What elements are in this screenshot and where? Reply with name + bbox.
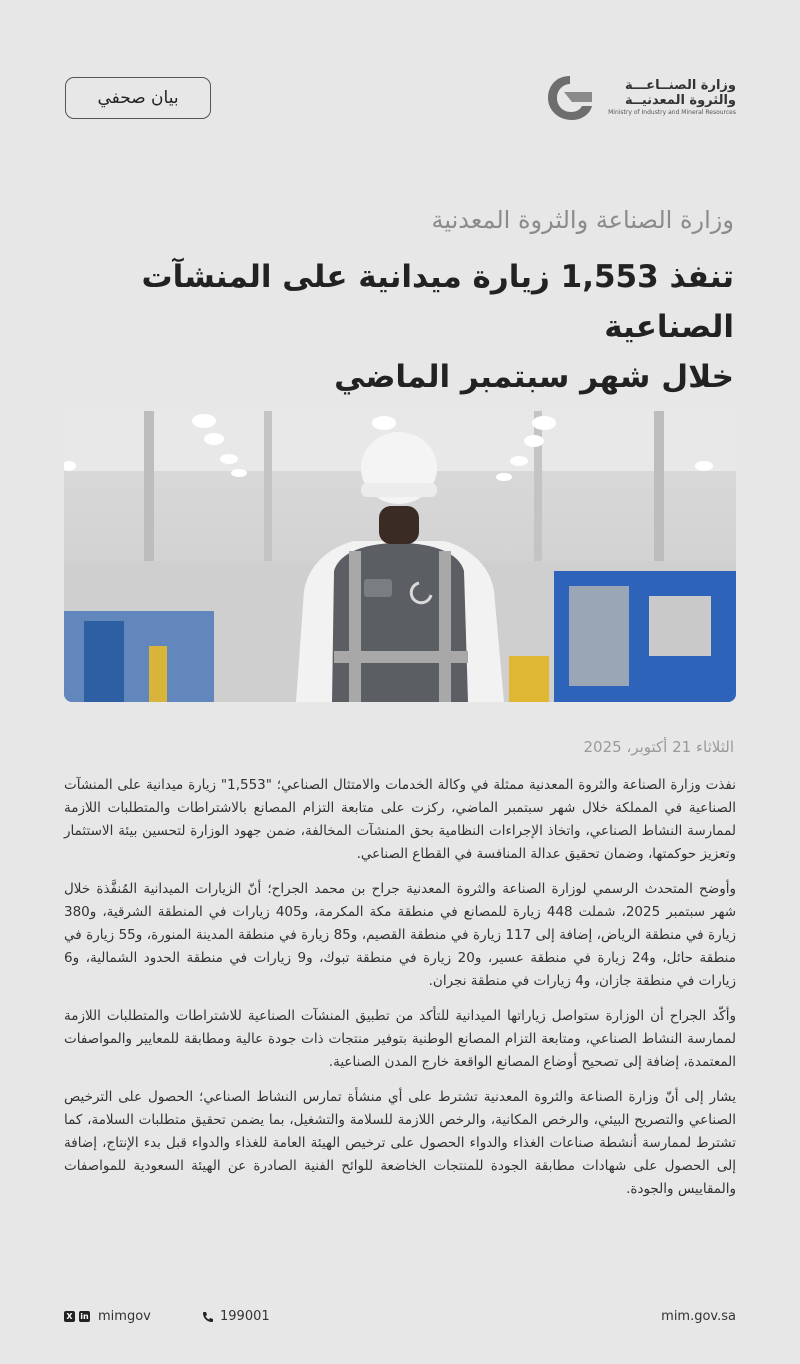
- press-release-badge: بيان صحفي: [65, 77, 211, 119]
- phone-contact[interactable]: [202, 1309, 270, 1324]
- factory-worker-image: [64, 411, 736, 702]
- ministry-logo: [542, 70, 736, 126]
- logo-line-3: Ministry of Industry and Mineral Resources: [608, 109, 736, 117]
- paragraph: يشار إلى أنّ وزارة الصناعة والثروة المعدنية تشترط على أي منشأة تمارس النشاط الصناعي؛ الحصول على الترخيص الصناعي والتصريح البيئي، والرخص المكانية، والرخص اللازمة للسلامة والتشغيل، بما يضمن تحقيق متطلبات السلامة، كما تشترط لممارسة أنشطة صناعات الغذاء والدواء الحصول على ترخيص الهيئة العامة للغذاء والدواء قبل بدء الإنتاج، إضافة إلى الحصول على شهادات مطابقة الجودة للمنتجات الخاضعة للوائح الفنية الصادرة عن الهيئة السعودية للمواصفات والمقاييس والجودة.: [64, 1089, 736, 1197]
- hero-image: [64, 411, 736, 702]
- headline: [54, 252, 734, 402]
- paragraph: نفذت وزارة الصناعة والثروة المعدنية ممثلة في وكالة الخدمات والامتثال الصناعي؛ "1,553" زيارة ميدانية على المنشآت الصناعية في المملكة خلال شهر سبتمبر الماضي، ركزت على متابعة التزام المصانع بالاشتراطات والمتطلبات اللازمة لممارسة النشاط الصناعي، واتخاذ الإجراءات النظامية بحق المنشآت المخالفة، ضمن جهود الوزارة لتحسين بيئة الاستثمار وتعزيز حوكمتها، وضمان تحقيق عدالة المنافسة في القطاع الصناعي.: [64, 777, 737, 862]
- logo-line-1: وزارة الصنــاعـــة: [624, 77, 736, 93]
- article-body: [64, 774, 736, 1213]
- x-icon[interactable]: X: [64, 1311, 75, 1322]
- headline-line-2: خلال شهر سبتمبر الماضي: [334, 359, 734, 395]
- website-link[interactable]: mim.gov.sa: [661, 1309, 736, 1324]
- social-handle[interactable]: mimgov: [98, 1309, 151, 1324]
- headline-line-1: تنفذ 1,553 زيارة ميدانية على المنشآت الصناعية: [141, 259, 734, 345]
- footer: [64, 1309, 736, 1331]
- ministry-name: وزارة الصناعة والثروة المعدنية: [431, 206, 734, 234]
- phone-icon: [202, 1311, 214, 1323]
- logo-line-2: والثروة المعدنيــة: [625, 92, 736, 108]
- paragraph: وأكّد الجراح أن الوزارة ستواصل زياراتها الميدانية للتأكد من تطبيق المنشآت الصناعية للاشتراطات والمتطلبات اللازمة لممارسة النشاط الصناعي، ومتابعة التزام المصانع الوطنية بتوفير منتجات ذات جودة عالية ومطابقة للمعايير والمواصفات المعتمدة، إضافة إلى تصحيح أوضاع المصانع الواقعة خارج المدن الصناعية.: [64, 1008, 736, 1070]
- ministry-logo-icon: [542, 70, 598, 126]
- paragraph: وأوضح المتحدث الرسمي لوزارة الصناعة والثروة المعدنية جراح بن محمد الجراح؛ أنّ الزيارات الميدانية المُنفَّذة خلال شهر سبتمبر 2025، شملت 448 زيارة للمصانع في منطقة مكة المكرمة، و405 زيارات في المنطقة الشرقية، و380 زيارة في منطقة الرياض، إضافة إلى 117 زيارة في منطقة القصيم، و85 زيارة في منطقة المدينة المنورة، و55 زيارة في منطقة حائل، و24 زيارة في منطقة عسير، و20 زيارة في منطقة تبوك، و9 زيارات في منطقة الحدود الشمالية، و6 زيارات في منطقة جازان، و4 زيارات في منطقة نجران.: [64, 881, 736, 989]
- publish-date: الثلاثاء 21 أكتوبر، 2025: [583, 738, 734, 756]
- phone-number[interactable]: 199001: [220, 1309, 270, 1324]
- linkedin-icon[interactable]: in: [80, 1312, 89, 1321]
- social-links[interactable]: [64, 1309, 151, 1324]
